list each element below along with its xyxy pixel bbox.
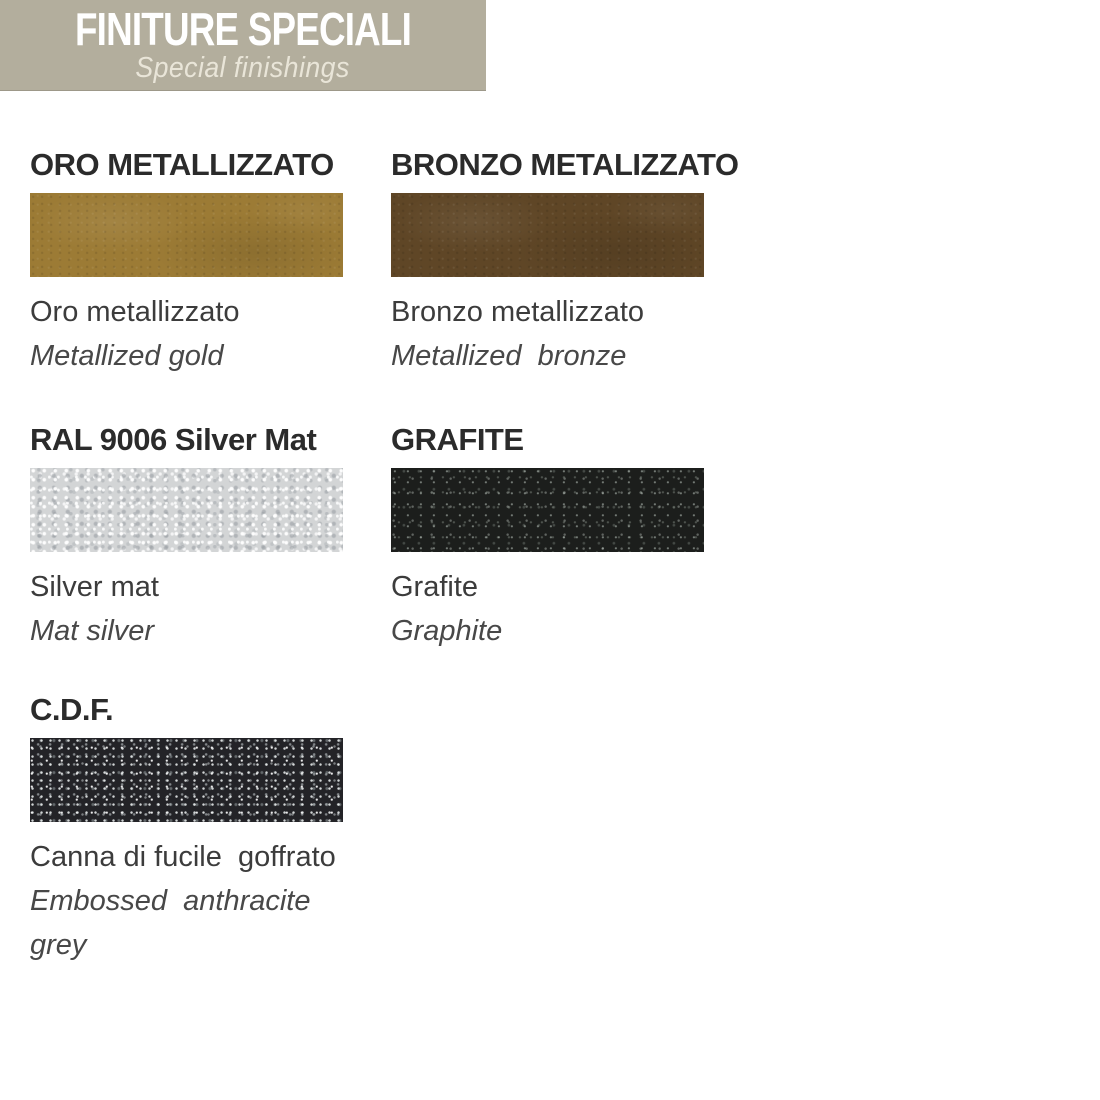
finish-heading: ORO METALLIZZATO [30, 147, 334, 182]
finish-label-italian: Canna di fucile goffrato [30, 841, 336, 873]
finish-heading: GRAFITE [391, 422, 524, 457]
color-swatch-silver-mat [30, 468, 343, 552]
finish-card-oro-metallizzato [30, 146, 360, 378]
color-swatch-grafite [391, 468, 704, 552]
finish-heading: C.D.F. [30, 692, 114, 727]
finish-card-grafite [391, 421, 721, 653]
page-title: FINITURE SPECIALI [74, 3, 412, 55]
finish-label-english: Graphite [391, 615, 503, 647]
page-subtitle: Special finishings [135, 52, 351, 84]
finish-label-english: Embossed anthracite grey [30, 885, 319, 961]
finish-label-italian: Oro metallizzato [30, 296, 240, 328]
color-swatch-bronzo-metalizzato [391, 193, 704, 277]
finish-label-italian: Silver mat [30, 571, 159, 603]
finish-label-italian: Grafite [391, 571, 479, 603]
finish-label-english: Metallized gold [30, 340, 224, 372]
finish-card-ral-9006-silver-mat [30, 421, 360, 653]
finish-label-english: Mat silver [30, 615, 155, 647]
finish-heading: RAL 9006 Silver Mat [30, 422, 317, 457]
color-swatch-oro-metallizzato [30, 193, 343, 277]
finish-label-italian: Bronzo metallizzato [391, 296, 645, 328]
header-banner [0, 0, 486, 91]
finish-heading: BRONZO METALIZZATO [391, 147, 739, 182]
color-swatch-cdf [30, 738, 343, 822]
finish-card-bronzo-metalizzato [391, 146, 739, 378]
finish-card-cdf [30, 691, 360, 967]
finish-label-english: Metallized bronze [391, 340, 627, 372]
